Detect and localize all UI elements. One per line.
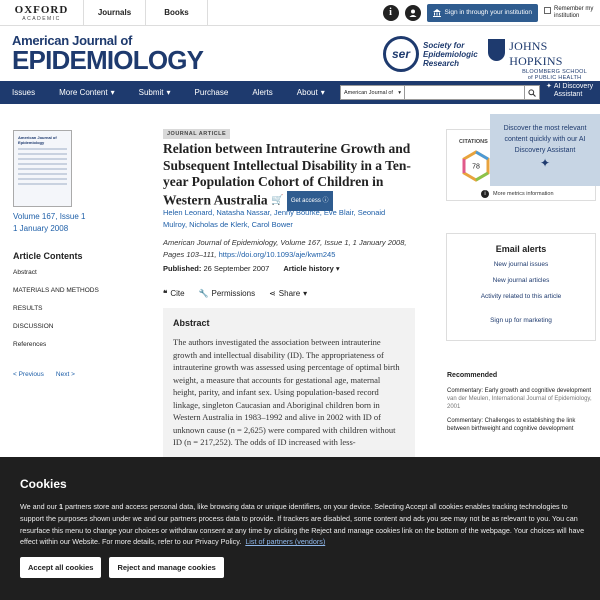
toc-item-methods[interactable]: MATERIALS AND METHODS (13, 287, 99, 294)
nav-books[interactable]: Books (146, 0, 208, 26)
quote-icon: ❝ (163, 289, 168, 298)
shield-icon (488, 39, 505, 61)
partners-list-link[interactable]: List of partners (vendors) (245, 537, 326, 547)
search-input[interactable] (405, 85, 525, 100)
search-scope-select[interactable] (340, 85, 405, 100)
top-bar (0, 0, 600, 26)
ser-text (423, 41, 478, 68)
institution-signin-button[interactable] (427, 4, 538, 22)
recommended-title: Recommended (447, 372, 498, 379)
article-history-toggle[interactable] (283, 264, 339, 273)
article-type-tag: JOURNAL ARTICLE (163, 129, 230, 139)
permissions-label: Permissions (211, 289, 256, 298)
ser-text-line: Society for (423, 40, 465, 50)
doi-link[interactable]: https://doi.org/10.1093/aje/kwm245 (218, 250, 336, 259)
cart-icon[interactable]: 🛒 (271, 194, 284, 206)
get-access-label: Get access (290, 197, 321, 204)
toc-title: Article Contents (13, 251, 83, 261)
ser-text-line: Research (423, 58, 460, 68)
toc-item-references[interactable]: References (13, 341, 47, 348)
nav-alerts[interactable] (240, 81, 284, 104)
user-icon[interactable] (405, 5, 421, 21)
nav-label: Submit (138, 88, 164, 97)
remember-institution[interactable] (544, 6, 596, 20)
johns-hopkins-logo[interactable] (488, 39, 600, 81)
cite-button[interactable] (163, 289, 185, 298)
nav-issues[interactable] (0, 81, 47, 104)
recommended-panel (447, 372, 597, 439)
nav-about[interactable] (285, 81, 337, 104)
article-actions (163, 289, 307, 298)
ai-popup-text: Discover the most relevant content quickly with our AI Discovery Assistant (503, 125, 587, 154)
share-button[interactable] (269, 289, 307, 298)
caret-down-icon: ▾ (398, 89, 401, 96)
abstract-section (163, 308, 415, 458)
jh-name: JOHNS HOPKINS (509, 39, 563, 68)
nav-label: Alerts (252, 88, 273, 97)
info-icon: ⓘ (322, 197, 329, 204)
article-history-label: Article history (283, 264, 334, 273)
main-navbar (0, 81, 600, 104)
nav-purchase[interactable] (183, 81, 241, 104)
info-icon[interactable]: i (383, 5, 399, 21)
email-alerts-panel (446, 233, 596, 341)
journal-title-small: American Journal of (12, 33, 132, 48)
cite-label: Cite (170, 289, 185, 298)
alert-article-activity[interactable]: Activity related to this article (480, 293, 562, 300)
search-scope-label: American Journal of (344, 89, 393, 96)
article-title (163, 141, 418, 211)
nav-label: Issues (12, 88, 36, 97)
sparkle-icon: ✦ (546, 83, 552, 90)
nav-more-content[interactable] (47, 81, 126, 104)
ai-discovery-assistant-button[interactable] (546, 83, 593, 99)
toc-list (13, 269, 99, 359)
list-item[interactable] (447, 417, 597, 433)
toc-item-discussion[interactable]: DISCUSSION (13, 323, 54, 330)
nav-submit[interactable] (127, 81, 183, 104)
abstract-heading: Abstract (173, 318, 210, 328)
reject-manage-cookies-button[interactable]: Reject and manage cookies (109, 557, 223, 578)
previous-link[interactable]: < Previous (13, 371, 44, 378)
caret-down-icon: ▾ (166, 88, 171, 97)
info-icon: i (481, 190, 489, 198)
ai-assistant-tooltip (490, 114, 600, 186)
recommended-item-title[interactable]: Commentary: Early growth and cognitive development (447, 388, 592, 394)
nav-journals[interactable]: Journals (84, 0, 146, 26)
cookie-banner (0, 457, 600, 600)
ai-assistant-label: Assistant (553, 91, 583, 98)
search-button[interactable] (525, 85, 540, 100)
caret-down-icon: ▾ (320, 88, 325, 97)
remember-label: Remember my institution (554, 5, 594, 19)
oxford-academic-logo[interactable] (0, 0, 84, 26)
jh-school-line: BLOOMBERG SCHOOL (522, 69, 588, 75)
citations-label: CITATIONS (459, 139, 488, 145)
published-info (163, 264, 340, 273)
marketing-signup-link[interactable]: Sign up for marketing (490, 317, 552, 324)
journal-title-big: EPIDEMIOLOGY (12, 45, 204, 75)
institution-icon (433, 9, 441, 17)
metrics-info-link[interactable] (481, 190, 554, 198)
citations-count: 78 (472, 163, 480, 171)
ser-emblem: ser (383, 36, 419, 72)
toc-item-abstract[interactable]: Abstract (13, 269, 37, 276)
search-bar (340, 85, 540, 100)
alert-new-articles[interactable]: New journal articles (492, 277, 550, 284)
article-title-text: Relation between Intrauterine Growth and Subsequent Intellectual Disability in a Ten-year Population Cohort of Children in Western Australia (163, 141, 411, 207)
ai-assistant-label: AI Discovery (553, 83, 594, 90)
ser-text-line: Epidemiologic (423, 49, 478, 59)
issue-volume[interactable]: Volume 167, Issue 1 (13, 212, 86, 221)
ser-logo[interactable] (383, 36, 478, 72)
caret-down-icon: ▾ (110, 88, 115, 97)
nav-label: More Content (59, 88, 108, 97)
list-item[interactable] (447, 387, 597, 411)
jh-school-line: of PUBLIC HEALTH (527, 75, 582, 81)
citation-info (163, 237, 423, 261)
dimensions-badge[interactable] (460, 150, 492, 182)
article-pagination (13, 371, 75, 378)
recommended-item-title[interactable]: Commentary: Challenges to establishing the link between birthweight and cognitive development (447, 418, 576, 432)
caret-down-icon: ▾ (335, 264, 340, 273)
next-link[interactable]: Next > (55, 371, 75, 378)
accept-all-cookies-button[interactable]: Accept all cookies (20, 557, 101, 578)
toc-item-results[interactable]: RESULTS (13, 305, 43, 312)
wrench-icon: 🔧 (198, 289, 209, 298)
issue-date[interactable]: 1 January 2008 (13, 224, 69, 233)
cookie-title: Cookies (20, 477, 67, 491)
abstract-text: The authors investigated the association between intrauterine growth and intellectual disability (ID). The appropriateness of intrauterine growth was assessed using percentage of optimal birth weight, a measure that accounts for gestational age, maternal height, parity, and infant sex. Using population-based record linkage, singleton Caucasian and Aboriginal children born in Western Australia in 1983–1992 and alive in 2002 with ID of unknown cause (n = 2,625) were compared with children without ID (n = 217,252). The odds of ID increased with less- (173, 337, 400, 447)
cookie-text-part: partners store and access personal data, like browsing data or unique identifiers, on your device. Selecting Accept all cookies enables tracking technologies to support the purposes shown under we and our partners process data to provide. If trackers are disabled, some content and ads you see may not be as relevant to you. You can resurface this menu to change your choices or withdraw consent at any time by clicking the Reject and manage cookies link on the bottom of the webpage. Your choices will have effect within our Website. For more details, refer to our Privacy Policy. (20, 502, 585, 547)
email-alerts-title: Email alerts (495, 244, 547, 254)
cover-title: American Journal of Epidemiology (18, 135, 57, 145)
sparkle-icon: ✦ (539, 156, 551, 170)
published-label: Published: (163, 264, 202, 273)
search-icon (528, 89, 536, 97)
nav-label: Purchase (194, 88, 229, 97)
remember-checkbox[interactable] (544, 7, 551, 14)
permissions-button[interactable] (199, 289, 256, 298)
recommended-item-source: van der Meulen, International Journal of Epidemiology, 2001 (447, 396, 592, 410)
institution-signin-label: Sign in through your institution (444, 9, 532, 16)
logo-line2: ACADEMIC (22, 15, 61, 22)
caret-down-icon: ▾ (303, 289, 308, 298)
alert-new-issues[interactable]: New journal issues (493, 261, 549, 268)
cookie-partners-count: 1 (59, 502, 64, 511)
author-list[interactable]: Helen Leonard, Natasha Nassar, Jenny Bourke, Eve Blair, Seonaid Mulroy, Nicholas de Klerk, Carol Bower (163, 208, 386, 229)
journal-header (0, 27, 600, 80)
cookie-text-part: We and our (20, 502, 60, 511)
journal-title-logo[interactable] (12, 33, 204, 75)
cookie-text (20, 501, 585, 548)
logo-line1: OXFORD (14, 3, 69, 16)
citation-text: American Journal of Epidemiology, Volume 167, Issue 1, 1 January 2008, Pages 103–111, (163, 238, 407, 259)
nav-label: About (296, 88, 318, 97)
published-date: 26 September 2007 (203, 264, 270, 273)
metrics-info-label: More metrics information (493, 191, 554, 197)
issue-info[interactable] (13, 211, 86, 235)
share-icon: ⋖ (269, 289, 276, 298)
journal-cover-image[interactable] (13, 130, 72, 207)
share-label: Share (278, 289, 301, 298)
